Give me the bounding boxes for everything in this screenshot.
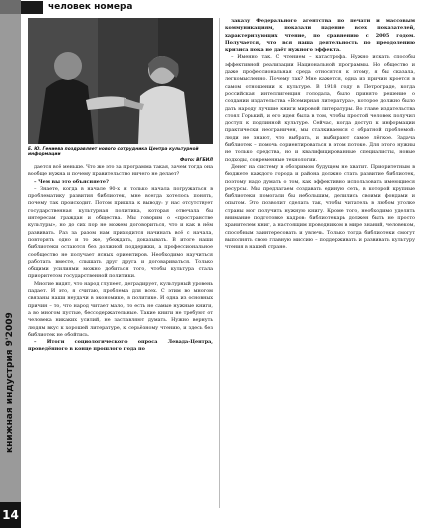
article-paragraph: Денег на систему в обозримом будущем не хватит. Приоритетным в бюджете каждого города и района должно стать развитие библиотек, поэтому надо думать о том, как эффективно использовать имеющиеся ресурсы. Мы предлагаем создавать единую сеть, в которой крупные библиотеки помогали бы небольшим, делились своими фондами и опытом. Это позволит сделать так, чтобы читатель в любом уголке страны мог получить нужную книгу. Кроме того, необходимо уделять внимание подготовке кадров: библиотекарь должен быть не просто хранителем книг, а настоящим проводником в мире знаний, человеком, способным заинтересовать и увлечь. Только тогда библиотеки смогут выполнять свою главную миссию – поддерживать и развивать культуру чтения в нашей стране.: [225, 163, 415, 251]
article-paragraph: Многие видят, что народ глупеет, деградирует, культурный уровень падает. И это, я считаю, проблема для всех. С этим во многом связаны наши неудачи в экономике, в политике. И одна из основных причин – то, что народ читает мало, то есть не самые нужные книги, а во многом пустые, бессодержательные. Такие книги не требуют от человека никаких усилий, не заставляют думать. Нужно вернуть людям вкус к хорошей литературе, к серьёзному чтению, и здесь без библиотек не обойтись.: [28, 280, 213, 338]
photo-credit: Фото: ВГБИЛ: [179, 157, 213, 163]
article-column-left: [28, 164, 213, 504]
article-paragraph: заказу Федерального агентства по печати и массовым коммуникациям, показали падение всех показателей, характеризующих чтение, по сравнению с 2005 годом. Получается, что вся наша деятельность по преодолению кризиса пока не даёт нужного эффекта.: [225, 18, 415, 54]
article-column-right: [225, 18, 415, 508]
article-paragraph: дается всё меньше. Что же это за программа такая, зачем тогда она вообще нужна и почему правительство ничего не делает?: [28, 164, 213, 178]
article-photo: [28, 18, 213, 144]
article-paragraph: – Знаете, когда в начале 90-х я только начала погружаться в проблематику развития библиотек, мне всегда хотелось понять, почему так происходит. Потом пришла к выводу: у нас отсутствует государственная культурная политика, которая отвечала бы интересам граждан и общества. Мы говорим о «пространстве культуры», но до сих пор не можем договориться, что и как в нём развивать. Раз за разом нам приходится начинать всё с начала, повторять одно и то же, убеждать, доказывать. В итоге наши библиотеки остаются без должной поддержки, а профессиональное сообщество не получает ясных ориентиров. Необходимо научиться работать вместе, слышать друг друга и договариваться. Только общими усилиями можно добиться того, чтобы культура стала приоритетом государственной политики.: [28, 185, 213, 280]
sidebar-top-strip: [0, 0, 21, 14]
photo-caption: [28, 147, 213, 163]
column-divider: [219, 18, 220, 508]
rubric-title: человек номера: [48, 2, 133, 12]
photo-caption-text: Е. Ю. Гениева поздравляет нового сотрудника Центра культурной информации: [28, 147, 199, 158]
article-paragraph: – Чем вы это объясняете?: [34, 178, 109, 185]
rubric-marker: [21, 1, 43, 14]
article-paragraph: – Именно так. С чтением – катастрофа. Нужно искать способы эффективной реализации Национальной программы. Но общество и даже профессиональная среда относятся к этому, я бы сказала, легкомысленно. Почему так? Мне кажется, одна из причин кроется в самом отношении к культуре. В 1918 году в Петрограде, когда российская интеллигенция голодала, было принято решение о создании издательства «Всемирная литература», которое должно было дать народу лучшие книги мировой литературы. Во главе издательства стоял Горький, и его идея была в том, чтобы простой человек получил доступ к подлинной культуре. Сейчас, когда доступ к информации практически неограничен, мы сталкиваемся с обратной проблемой: люди не знают, что выбрать, и выбирают самое лёгкое. Задача библиотек – помочь сориентироваться в этом потоке. Для этого нужны не только средства, но и квалифицированные специалисты, новые подходы, современные технологии.: [225, 54, 415, 163]
page-sidebar: [0, 0, 21, 528]
article-paragraph: – Итоги социологического опроса Левада-Центра, проведённого в конце прошлого года по: [28, 339, 213, 353]
magazine-title: книжная индустрия 9'2009: [5, 312, 15, 453]
page-number: 14: [0, 502, 21, 528]
